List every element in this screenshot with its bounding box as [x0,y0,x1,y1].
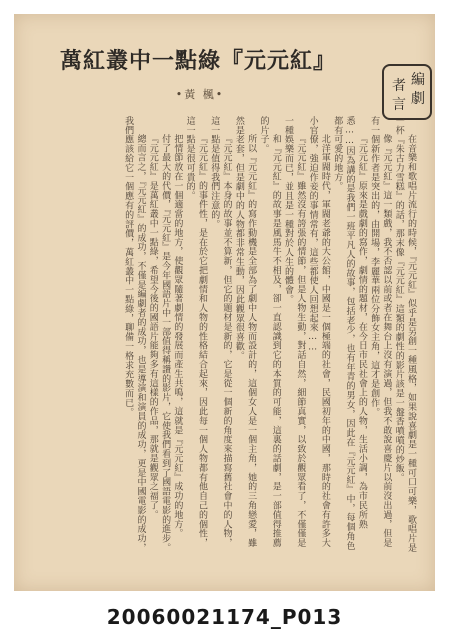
image-caption: 20060021174_P013 [106,605,343,629]
paragraph: 『元元紅』本身的故事並不算新，但它的題材是新的，它是從一個新的角度來描寫舊社會中的人物，這一點是值得我們注意的。 [209,116,232,548]
paragraph: 『元元紅』是萬紅叢中一點綠，希望今後的國語片能夠多有這樣的作品，那就是觀眾之福了。 [147,134,158,520]
column-label-char: 編 [411,72,425,88]
article-title: 萬紅叢中一點綠『元元紅』 [59,48,336,74]
paragraph: 總而言之，『元元紅』的成功，不僅是編劇者的成功，也是導演和演員的成功，更是中國電影的成功，我們應該給它一個應有的評價，萬紅叢中一點綠，聊備一格求充數而已。 [123,116,146,553]
article-body [34,116,417,556]
paragraph: 『元元紅』原來是戲劇的寫作，劇情的題材，在今日市民社會上的人物，生活小調，為市民所熟悉……因為講的是我們一班平凡人的故事，包括老少，也有年青的男女，因此在『元元紅』中，每個角色都有可愛的地方。 [332,116,367,551]
column-label-char: 者 [392,78,406,94]
paragraph: 『元元紅』的事件性，是在於它把劇情和人物的性格結合起來，因此每一個人物都有他自己的個性，這一點是很可貴的。 [184,116,207,548]
article-author: •黃 楓• [175,88,225,101]
column-label-char: 言 [392,97,406,113]
column-label-char: 劇 [411,91,425,107]
paragraph: 『元元紅』雖然沒有誇張的情節，但是人物生動，對話自然，細節真實，以致於觀眾看了，不僅僅是一種娛樂而已，並且是一種對於人生的體會。 [283,116,306,548]
column-label-box [382,64,432,120]
paragraph: 把情節放在一個適當的地方，使觀眾隨著劇情的發展而產生共鳴，這就是『元元紅』成功的地方。 [172,134,183,539]
paragraph: 付了最大的代價，『元元紅』是今年國語片中一部值得稱讚的影片，它使我們看到了國語電影的進步。 [160,134,171,553]
paragraph: 北洋軍閥時代，軍閥老爺的大公館，中國是一個極端的社會，民國初年的中國，那時的社會有許多大小官僚，強迫作妾的事情常有，這些都使人回想起來…… [307,116,330,548]
paragraph: 在音樂和歌唱片流行的時候，『元元紅』似乎是另創一種風格，如果說喜劇是一種可口可樂，歌唱片是一杯『朱古力雪糕』的話，那末像『元元紅』這類的劇性的影片該是一盤香噴噴的炒飯。 [393,116,416,553]
paragraph: 和『元元紅』的故事是風馬牛不相及，卻一直認識到它的本質的可能，這裏的話劇，是一部值得推薦的片子。 [258,116,281,548]
paragraph: 所以『元元紅』的寫作動機是全部為了劇中人物而設計的，這個女人是一個主角，她的三角戀愛，雖然是老套，但是劇中的人物都非常生動，因此觀眾很喜歡。 [233,116,257,548]
paragraph: 像『元元紅』這一類戲，我不否認以前或者在舞台上沒有演過，但我不敢說喜慶片以前沒出過，但是有一個新作者是突出的，由開場，李麗華兩位分飾女主角，這才是創作。 [369,116,392,548]
